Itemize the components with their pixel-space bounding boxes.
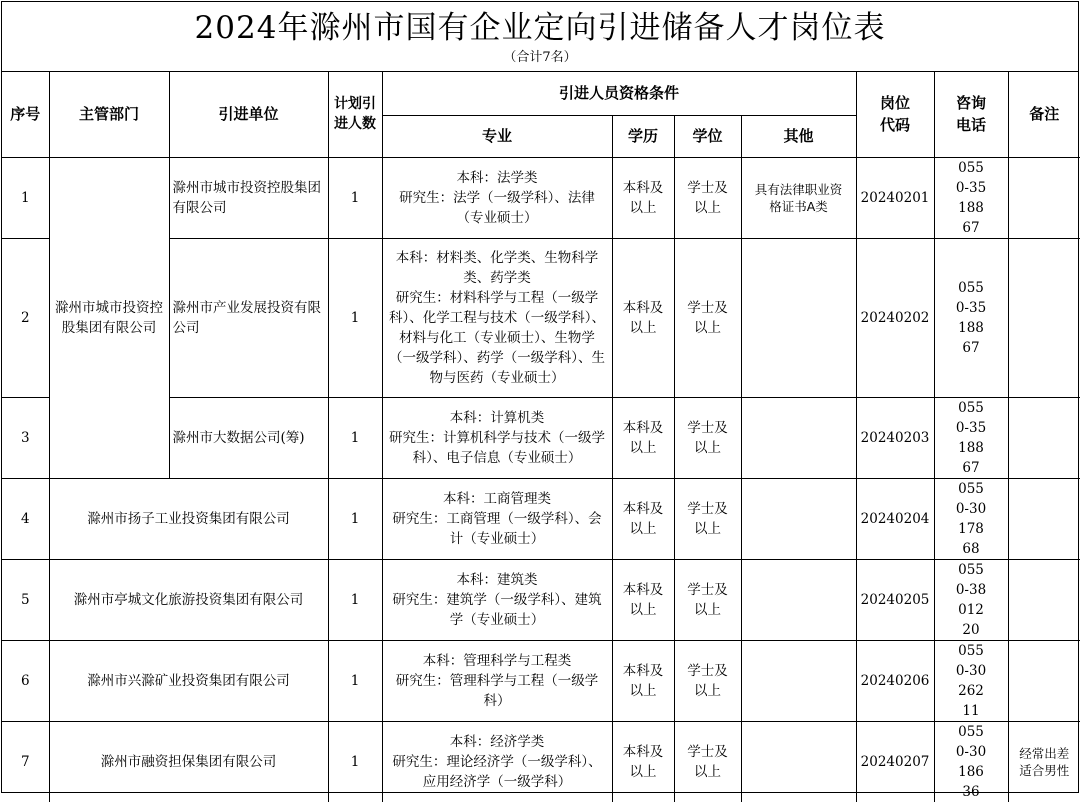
header-plan: 计划引进人数 (328, 72, 382, 157)
cell-other: 具有法律职业资格证书A类 (741, 157, 856, 238)
cell-code: 20240205 (856, 559, 934, 640)
cell-unit: 滁州市扬子工业投资集团有限公司 (49, 478, 328, 559)
cell-phone: 0550-3026211 (934, 640, 1008, 721)
cell-major (382, 640, 612, 721)
major-line: 本科：法学类 (456, 169, 538, 186)
header-unit: 引进单位 (169, 72, 328, 157)
cell-other (741, 478, 856, 559)
cell-major (382, 238, 612, 397)
cell-degree: 学士及以上 (674, 559, 741, 640)
table-body (2, 157, 1080, 802)
cell-num: 1 (328, 238, 382, 397)
header-note: 备注 (1008, 72, 1080, 157)
header-phone: 咨询电话 (934, 72, 1008, 157)
cell-unit: 滁州市大数据公司(筹) (169, 397, 328, 478)
cell-phone: 0550-3518867 (934, 157, 1008, 238)
cell-note (1008, 640, 1080, 721)
cell-code: 20240203 (856, 397, 934, 478)
cell-seq: 5 (2, 559, 49, 640)
cell-unit: 滁州市兴滁矿业投资集团有限公司 (49, 640, 328, 721)
major-line: 本科：建筑类 (456, 571, 538, 588)
major-line: 研究生：计算机科学与技术（一级学科）、电子信息（专业硕士） (389, 429, 605, 466)
header-seq: 序号 (2, 72, 49, 157)
cell-note (1008, 157, 1080, 238)
cell-note (1008, 478, 1080, 559)
cell-unit: 滁州市融资担保集团有限公司 (49, 721, 328, 802)
document-sheet (1, 1, 1079, 800)
cell-code: 20240202 (856, 238, 934, 397)
major-line: 本科：材料类、化学类、生物科学类、药学类 (395, 249, 599, 286)
header-major: 专业 (382, 115, 612, 157)
page-title: 2024年滁州市国有企业定向引进储备人才岗位表 (194, 10, 886, 46)
header-edu: 学历 (612, 115, 674, 157)
page-subtitle: （合计7名） (503, 50, 577, 65)
cell-edu: 本科及以上 (612, 397, 674, 478)
cell-phone: 0550-3801220 (934, 559, 1008, 640)
cell-code: 20240207 (856, 721, 934, 802)
header-dept: 主管部门 (49, 72, 169, 157)
cell-major (382, 559, 612, 640)
cell-unit: 滁州市产业发展投资有限公司 (169, 238, 328, 397)
cell-num: 1 (328, 157, 382, 238)
cell-num: 1 (328, 478, 382, 559)
cell-note (1008, 559, 1080, 640)
cell-edu: 本科及以上 (612, 478, 674, 559)
major-line: 研究生：管理科学与工程（一级学科） (395, 672, 599, 709)
cell-note (1008, 238, 1080, 397)
cell-code: 20240206 (856, 640, 934, 721)
cell-other (741, 397, 856, 478)
cell-other (741, 238, 856, 397)
major-line: 研究生：建筑学（一级学科）、建筑学（专业硕士） (392, 591, 602, 628)
cell-edu: 本科及以上 (612, 640, 674, 721)
cell-phone: 0550-3518867 (934, 397, 1008, 478)
cell-edu: 本科及以上 (612, 157, 674, 238)
cell-seq: 1 (2, 157, 49, 238)
cell-edu: 本科及以上 (612, 559, 674, 640)
cell-num: 1 (328, 559, 382, 640)
table-row (2, 640, 1080, 721)
cell-other (741, 640, 856, 721)
cell-num: 1 (328, 397, 382, 478)
header-other: 其他 (741, 115, 856, 157)
cell-major (382, 478, 612, 559)
cell-seq: 3 (2, 397, 49, 478)
cell-edu: 本科及以上 (612, 721, 674, 802)
cell-degree: 学士及以上 (674, 640, 741, 721)
major-line: 本科：管理科学与工程类 (422, 652, 572, 669)
cell-degree: 学士及以上 (674, 238, 741, 397)
table-row (2, 559, 1080, 640)
major-line: 本科：计算机类 (449, 409, 545, 426)
positions-table (2, 72, 1080, 802)
cell-code: 20240204 (856, 478, 934, 559)
cell-other (741, 721, 856, 802)
table-row (2, 157, 1080, 238)
major-line: 研究生：理论经济学（一级学科）、应用经济学（一级学科） (392, 753, 602, 790)
cell-num: 1 (328, 640, 382, 721)
table-row (2, 478, 1080, 559)
header-qualifications: 引进人员资格条件 (382, 72, 856, 115)
cell-seq: 4 (2, 478, 49, 559)
cell-seq: 7 (2, 721, 49, 802)
cell-degree: 学士及以上 (674, 397, 741, 478)
cell-seq: 6 (2, 640, 49, 721)
cell-phone: 0550-3018636 (934, 721, 1008, 802)
major-line: 本科：工商管理类 (443, 490, 551, 507)
cell-degree: 学士及以上 (674, 478, 741, 559)
cell-phone: 0550-3518867 (934, 238, 1008, 397)
header-degree: 学位 (674, 115, 741, 157)
cell-note: 经常出差适合男性 (1008, 721, 1080, 802)
major-line: 研究生：工商管理（一级学科）、会计（专业硕士） (392, 510, 602, 547)
cell-degree: 学士及以上 (674, 721, 741, 802)
cell-unit: 滁州市亭城文化旅游投资集团有限公司 (49, 559, 328, 640)
cell-other (741, 559, 856, 640)
cell-major (382, 721, 612, 802)
cell-major (382, 397, 612, 478)
cell-num: 1 (328, 721, 382, 802)
cell-degree: 学士及以上 (674, 157, 741, 238)
cell-edu: 本科及以上 (612, 238, 674, 397)
cell-major (382, 157, 612, 238)
cell-phone: 0550-3017868 (934, 478, 1008, 559)
major-line: 本科：经济学类 (449, 733, 545, 750)
title-area (2, 2, 1078, 72)
cell-seq: 2 (2, 238, 49, 397)
cell-code: 20240201 (856, 157, 934, 238)
major-line: 研究生：材料科学与工程（一级学科）、化学工程与技术（一级学科）、材料与化工（专业硕士）、生物学（一级学科）、药学（一级学科）、生物与医药（专业硕士） (389, 289, 605, 386)
major-line: 研究生：法学（一级学科）、法律（专业硕士） (399, 189, 595, 226)
cell-dept: 滁州市城市投资控股集团有限公司 (49, 157, 169, 478)
table-row (2, 721, 1080, 802)
cell-unit: 滁州市城市投资控股集团有限公司 (169, 157, 328, 238)
header-code: 岗位代码 (856, 72, 934, 157)
cell-note (1008, 397, 1080, 478)
